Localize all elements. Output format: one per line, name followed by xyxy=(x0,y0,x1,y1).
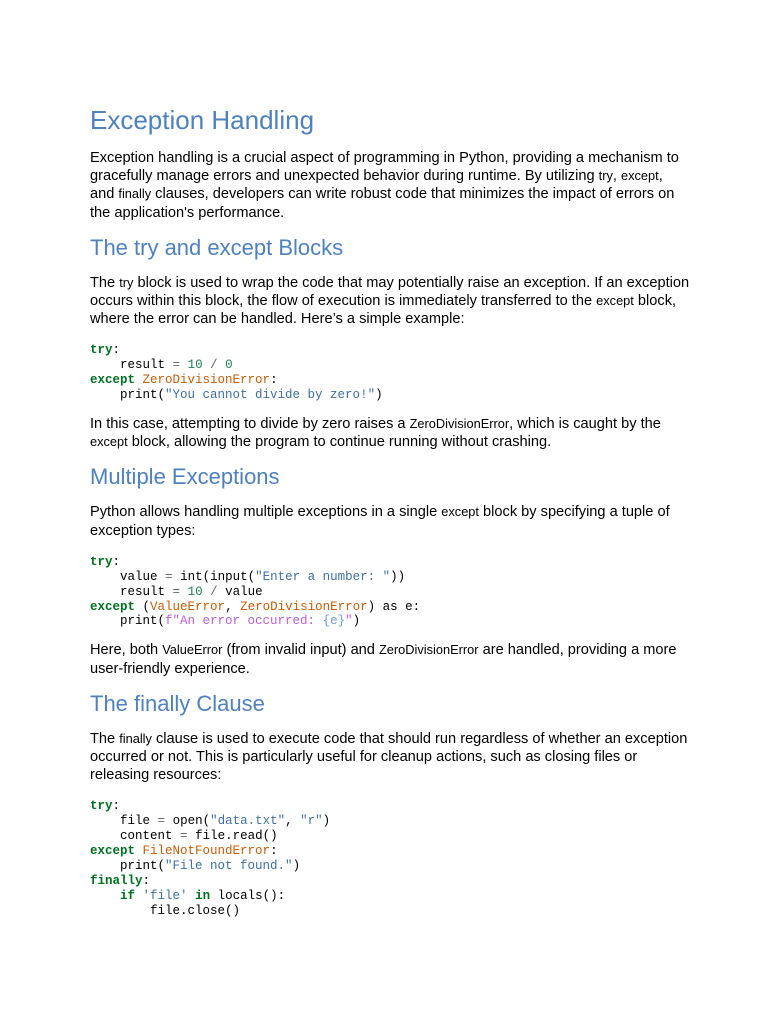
section-heading-finally: The finally Clause xyxy=(90,690,265,716)
text: Here, both xyxy=(90,642,163,659)
text: (from invalid input) and xyxy=(222,642,379,659)
code-fstring: f"An error occurred: xyxy=(165,614,323,629)
code-number: 10 xyxy=(187,358,203,373)
page-title: Exception Handling xyxy=(90,105,315,135)
code-string: "You cannot divide by zero!" xyxy=(165,388,376,403)
text: The xyxy=(90,730,120,747)
code-keyword: except xyxy=(90,844,136,859)
code-string: "Enter a number: " xyxy=(255,569,391,584)
code-number: 0 xyxy=(225,358,233,373)
code-token xyxy=(90,570,120,584)
inline-code-try: try xyxy=(119,274,134,290)
code-token: value xyxy=(120,569,158,584)
code-exception: FileNotFoundError xyxy=(142,844,271,859)
code-token: file xyxy=(120,814,151,829)
code-token: result xyxy=(120,358,166,373)
code-fstring: " xyxy=(345,614,353,629)
inline-code-except: except xyxy=(620,168,659,184)
code-token xyxy=(90,889,120,903)
code-operator: = xyxy=(172,358,181,373)
code-operator: / xyxy=(210,584,218,599)
code-token: print( xyxy=(120,859,166,874)
code-token: : xyxy=(112,554,121,569)
code-exception: ValueError xyxy=(150,599,226,614)
code-token xyxy=(90,585,120,599)
code-exception: ZeroDivisionError xyxy=(142,373,271,388)
code-keyword: try xyxy=(90,554,113,569)
code-string: 'file' xyxy=(142,888,188,903)
code-string: "data.txt" xyxy=(210,814,286,829)
code-operator: = xyxy=(172,584,181,599)
inline-code-try: try xyxy=(598,168,613,184)
code-keyword: try xyxy=(90,343,113,358)
inline-code-except: except xyxy=(596,293,634,309)
code-block-finally xyxy=(90,799,690,918)
intro-paragraph xyxy=(90,149,690,222)
code-operator: / xyxy=(210,358,218,373)
code-token xyxy=(90,904,150,918)
code-token: value xyxy=(225,584,263,599)
text: block, where the error can be handled. Here’s a simple example: xyxy=(90,293,677,328)
code-token: : xyxy=(112,799,121,814)
code-token: ) xyxy=(375,388,383,403)
document-page xyxy=(90,104,690,919)
text: block is used to wrap the code that may potentially raise an exception. If an exception occurs within this block, the flow of execution is immediately transferred to the xyxy=(90,274,690,310)
inline-code-zerodivisionerror: ZeroDivisionError xyxy=(409,416,510,432)
code-exception: ZeroDivisionError xyxy=(240,599,368,614)
code-operator: = xyxy=(157,814,166,829)
code-block-try-except xyxy=(90,343,690,403)
text: In this case, attempting to divide by zero raises a xyxy=(90,416,410,433)
code-token: content xyxy=(120,829,173,844)
multiple-exceptions-paragraph xyxy=(90,503,690,539)
text: block, allowing the program to continue running without crashing. xyxy=(127,434,552,451)
try-except-explanation xyxy=(90,415,690,451)
code-string: "File not found." xyxy=(165,859,293,874)
text: , which is caught by the xyxy=(509,416,661,433)
code-block-multiple-exceptions xyxy=(90,555,690,630)
code-token: result xyxy=(120,584,166,599)
text: Python allows handling multiple exceptions in a single xyxy=(90,504,442,521)
code-keyword: finally xyxy=(90,873,143,888)
inline-code-except: except xyxy=(90,434,128,450)
code-token xyxy=(90,614,120,628)
code-token: ) xyxy=(292,859,301,874)
code-token: ( xyxy=(142,599,151,614)
code-token: : xyxy=(270,844,278,859)
text: clause is used to execute code that should run regardless of whether an exception occurred or not. This is particularly useful for cleanup actions, such as closing files or releasing resources: xyxy=(90,730,688,784)
code-keyword: try xyxy=(90,799,113,814)
intro-text-4: clauses, developers can write robust code that minimizes the impact of errors on the application's performance. xyxy=(90,186,675,221)
code-token: ) xyxy=(322,814,331,829)
section-heading-multiple-exceptions: Multiple Exceptions xyxy=(90,464,280,490)
code-token: print( xyxy=(120,614,166,629)
code-keyword: except xyxy=(90,373,136,388)
code-token: )) xyxy=(390,569,406,584)
section-heading-try-except: The try and except Blocks xyxy=(90,234,344,260)
inline-code-finally: finally xyxy=(118,186,152,202)
code-token: file.read() xyxy=(195,829,278,844)
code-token: ) as e: xyxy=(367,599,421,614)
code-operator: = xyxy=(165,569,173,584)
inline-code-finally: finally xyxy=(119,730,152,746)
code-token: int(input( xyxy=(180,569,256,584)
inline-code-except: except xyxy=(441,504,479,520)
code-token xyxy=(90,388,120,402)
text: are handled, providing a more user-friendly experience. xyxy=(90,642,677,677)
multiple-exceptions-explanation xyxy=(90,641,690,677)
code-token: : xyxy=(142,873,151,888)
code-fstring-expr: {e} xyxy=(322,614,346,629)
code-operator: = xyxy=(180,829,188,844)
code-token: , xyxy=(225,599,233,614)
intro-text-2: , xyxy=(612,168,621,185)
text: The xyxy=(90,274,120,291)
code-token: open( xyxy=(172,814,211,829)
code-token xyxy=(90,814,120,828)
code-token xyxy=(90,829,120,843)
code-string: "r" xyxy=(300,814,323,829)
code-number: 10 xyxy=(187,584,203,599)
intro-text-1: Exception handling is a crucial aspect of programming in Python, providing a mechanism to gracefully manage errors and unexpected behavior during runtime. By utilizing xyxy=(90,150,679,185)
finally-paragraph xyxy=(90,730,690,785)
inline-code-valueerror: ValueError xyxy=(162,642,223,658)
code-keyword: except xyxy=(90,599,136,614)
code-token: print( xyxy=(120,388,166,403)
code-keyword: in xyxy=(195,888,211,903)
code-token: , xyxy=(285,814,301,829)
code-token: : xyxy=(112,343,121,358)
code-token: ) xyxy=(352,614,361,629)
code-keyword: if xyxy=(120,888,136,903)
inline-code-zerodivisionerror: ZeroDivisionError xyxy=(378,642,479,658)
code-token xyxy=(90,358,120,372)
code-token: : xyxy=(270,373,278,388)
code-token: file.close() xyxy=(150,903,241,918)
try-except-paragraph xyxy=(90,274,690,329)
intro-text-3: , and xyxy=(90,168,663,203)
code-token xyxy=(90,859,120,873)
text: block by specifying a tuple of exception types: xyxy=(90,504,670,539)
code-token: locals(): xyxy=(217,888,286,903)
